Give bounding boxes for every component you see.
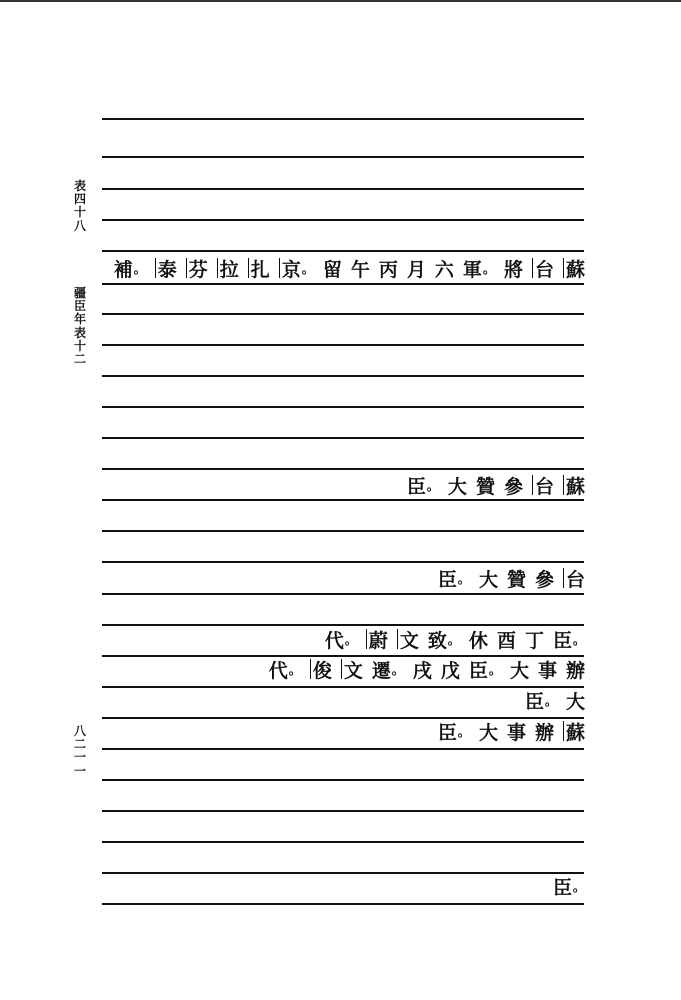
entry-char: 酉 [496, 629, 516, 652]
entry-char: 蘇 [563, 718, 585, 745]
chapter-label-char: 四 [73, 192, 86, 207]
entry-char: 辦 [565, 659, 585, 682]
table-rule [102, 841, 584, 843]
table-entry [525, 686, 585, 714]
page-number-char: 八 [73, 724, 86, 738]
entry-char: 泰 [155, 255, 177, 282]
entry-char: 文 [397, 626, 419, 653]
table-rule [102, 188, 584, 190]
entry-char: 台 [563, 565, 585, 592]
entry-char: 大 [447, 475, 467, 498]
entry-char: 拉 [217, 255, 239, 282]
table-rule [102, 593, 584, 595]
table-rule [102, 313, 584, 315]
entry-char: 臣 。 [524, 690, 557, 713]
table-rule [102, 219, 584, 221]
table-rule [102, 344, 584, 346]
entry-char: 留 [322, 258, 342, 281]
table-rule [102, 156, 584, 158]
entry-char: 遷 。 [371, 659, 404, 682]
table-entry [269, 655, 585, 683]
entry-char: 軍 。 [462, 258, 495, 281]
table-rule [102, 686, 584, 688]
entry-char: 芬 [186, 255, 208, 282]
entry-char: 大 [509, 659, 529, 682]
table-rule [102, 810, 584, 812]
entry-char: 俊 [310, 656, 332, 683]
entry-char: 將 [503, 258, 523, 281]
entry-char: 補 。 [113, 258, 146, 281]
table-rule [102, 437, 584, 439]
page-top-border [0, 0, 681, 2]
section-label-char: 疆 [73, 286, 86, 300]
table-entry [114, 254, 585, 282]
entry-char: 臣 。 [468, 659, 501, 682]
table-rule [102, 406, 584, 408]
table-rule [102, 283, 584, 285]
table-rule [102, 779, 584, 781]
chapter-label [69, 180, 91, 233]
entry-char: 參 [534, 568, 554, 591]
entry-char: 大 [478, 721, 498, 744]
entry-char: 月 [406, 258, 426, 281]
section-label [69, 287, 91, 366]
page-number-char: 一 [73, 763, 86, 778]
table-entry [438, 717, 585, 745]
entry-char: 文 [341, 656, 363, 683]
entry-char: 臣 。 [437, 568, 470, 591]
table-rule [102, 530, 584, 532]
table-entry [407, 471, 585, 499]
table-entry [325, 625, 585, 653]
section-label-char: 年 [73, 312, 86, 327]
entry-char: 致 。 [427, 629, 460, 652]
entry-char: 臣 。 [552, 629, 585, 652]
entry-char: 蔚 [366, 626, 388, 653]
entry-char: 參 [503, 475, 523, 498]
chapter-label-char: 八 [73, 218, 86, 233]
entry-char: 丙 [378, 258, 398, 281]
entry-char: 贊 [506, 568, 526, 591]
entry-char: 台 [532, 472, 554, 499]
entry-char: 扎 [248, 255, 270, 282]
table-rule [102, 561, 584, 563]
page-number-char: 二 [73, 737, 86, 752]
entry-char: 辦 [534, 721, 554, 744]
entry-char: 午 [350, 258, 370, 281]
section-label-char: 二 [73, 351, 86, 366]
entry-char: 六 [434, 258, 454, 281]
table-entry [438, 564, 585, 592]
entry-char: 臣 。 [437, 721, 470, 744]
entry-char: 戌 [412, 659, 432, 682]
entry-char: 事 [506, 721, 526, 744]
entry-char: 蘇 [563, 255, 585, 282]
entry-char: 大 [478, 568, 498, 591]
entry-char: 蘇 [563, 472, 585, 499]
table-rule [102, 118, 584, 120]
table-entry [553, 872, 585, 900]
section-label-char: 表 [73, 325, 86, 340]
entry-char: 京 。 [279, 255, 314, 282]
entry-char: 丁 [524, 629, 544, 652]
entry-char: 事 [537, 659, 557, 682]
table-rule [102, 903, 584, 905]
section-label-char: 臣 [73, 299, 86, 314]
entry-char: 戊 [440, 659, 460, 682]
table-rule [102, 748, 584, 750]
table-rule [102, 375, 584, 377]
table-rule [102, 250, 584, 252]
entry-char: 代 。 [268, 659, 301, 682]
entry-char: 台 [532, 255, 554, 282]
entry-char: 臣 。 [552, 876, 585, 899]
page-number [69, 725, 91, 778]
table-rule [102, 499, 584, 501]
entry-char: 大 [565, 690, 585, 713]
page-number-char: 一 [73, 750, 86, 765]
entry-char: 贊 [475, 475, 495, 498]
chapter-label-char: 十 [73, 205, 86, 220]
entry-char: 休 [468, 629, 488, 652]
entry-char: 代 。 [324, 629, 357, 652]
table-rule [102, 872, 584, 874]
section-label-char: 十 [73, 338, 86, 353]
table-rule [102, 468, 584, 470]
entry-char: 臣 。 [406, 475, 439, 498]
chapter-label-char: 表 [73, 179, 86, 193]
